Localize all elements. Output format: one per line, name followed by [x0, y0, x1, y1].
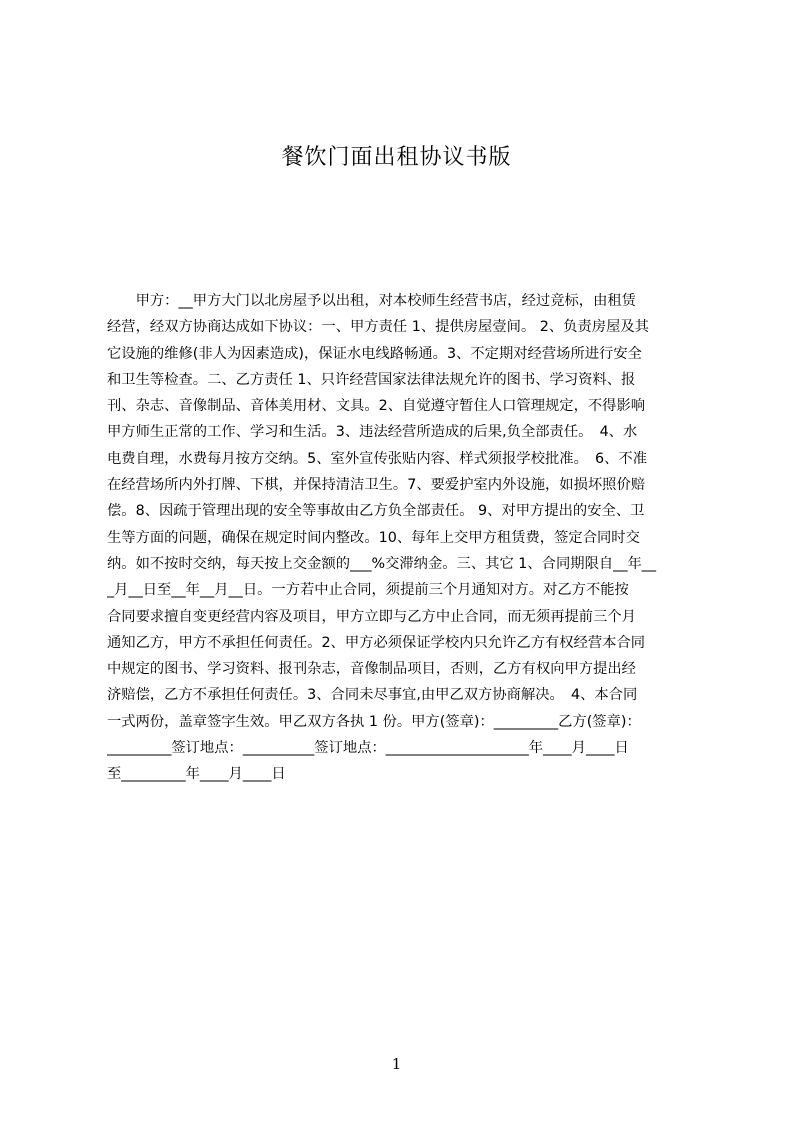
body-line: _月__日至__年__月__日。一方若中止合同，须提前三个月通知对方。对乙方不能按: [107, 582, 629, 599]
body-line: 至_________年____月____日: [107, 766, 286, 783]
body-line: 经营，经双方协商达成如下协议：一、甲方责任 1、提供房屋壹间。 2、负责房屋及其: [107, 319, 649, 336]
body-line: 偿。8、因疏于管理出现的安全等事故由乙方负全部责任。 9、对甲方提出的安全、卫: [107, 503, 645, 520]
body-line: 在经营场所内外打牌、下棋，并保持清洁卫生。7、要爱护室内外设施，如损坏照价赔: [107, 477, 646, 494]
body-line: 一式两份，盖章签字生效。甲乙双方各执 1 份。甲方(签章)：_________乙方(签章)：: [107, 713, 641, 730]
body-line: 甲方：__甲方大门以北房屋予以出租，对本校师生经营书店，经过竞标，由租赁: [107, 293, 636, 309]
body-line: 合同要求擅自变更经营内容及项目，甲方立即与乙方中止合同，而无须再提前三个月: [107, 608, 636, 625]
body-line: 通知乙方，甲方不承担任何责任。2、甲方必须保证学校内只允许乙方有权经营本合同: [107, 634, 646, 651]
body-line: 和卫生等检查。二、乙方责任 1、只许经营国家法律法规允许的图书、学习资料、报: [107, 371, 636, 388]
body-line: _________签订地点：__________签订地点：____________________年____月____日: [107, 740, 629, 757]
body-line: 生等方面的问题，确保在规定时间内整改。10、每年上交甲方租赁费，签定合同时交: [107, 529, 640, 546]
body-line: 甲方师生正常的工作、学习和生活。3、违法经营所造成的后果,负全部责任。 4、水: [107, 424, 638, 441]
body-line: 济赔偿，乙方不承担任何责任。3、合同未尽事宜,由甲乙双方协商解决。 4、本合同: [107, 687, 638, 704]
document-title: 餐饮门面出租协议书版: [281, 145, 512, 170]
body-line: 它设施的维修(非人为因素造成)，保证水电线路畅通。3、不定期对经营场所进行安全: [107, 345, 642, 362]
body-line: 电费自理，水费每月按方交纳。5、室外宣传张贴内容、样式须报学校批准。 6、不准: [107, 450, 648, 467]
body-line: 中规定的图书、学习资料、报刊杂志，音像制品项目，否则，乙方有权向甲方提出经: [107, 661, 636, 678]
document-body: [107, 288, 697, 788]
body-line: 刊、杂志、音像制品、音体美用材、文具。2、自觉遵守暂住人口管理规定，不得影响: [107, 398, 646, 415]
page-number: 1: [391, 1055, 402, 1073]
body-line: 纳。如不按时交纳，每天按上交金额的___%交滞纳金。三、其它 1、合同期限自__年__: [107, 555, 657, 572]
